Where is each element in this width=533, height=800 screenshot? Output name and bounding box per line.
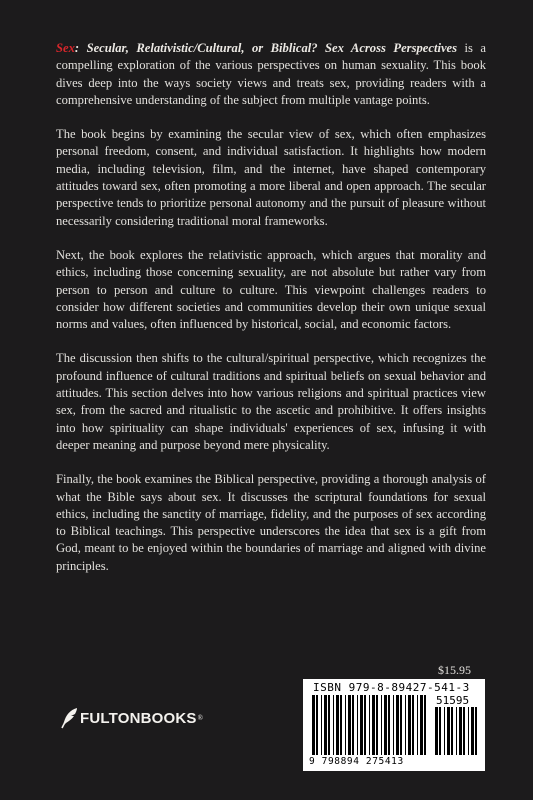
paragraph-secular: The book begins by examining the secular view of sex, which often emphasizes personal freedom, consent, and individual satisfaction. It highlights how modern media, including television, film, and the internet, have shaped contemporary attitudes toward sex, often promoting a more liberal and open approach. The secular perspective tends to prioritize personal autonomy and the pursuit of pleasure without necessarily considering traditional moral frameworks. [56, 127, 486, 228]
paragraph-biblical: Finally, the book examines the Biblical perspective, providing a thorough analysis of what the Bible says about sex. It discusses the scriptural foundations for sexual ethics, including the sanctity of marriage, fidelity, and the purposes of sex according to Biblical teachings. This perspective underscores the idea that sex is a gift from God, meant to be enjoyed within the boundaries of marriage and aligned with divine principles. [56, 472, 486, 573]
barcode-addon-digits: 51595 [436, 694, 470, 707]
paragraph-relativistic: Next, the book explores the relativistic approach, which argues that morality and ethics, including those concerning sexuality, are not absolute but rather vary from person to person and culture to culture. This viewpoint challenges readers to consider how different societies and communities develop their own unique sexual norms and values, often influenced by historical, social, and economic factors. [56, 247, 486, 332]
intro-paragraph [56, 40, 486, 109]
ean-digits: 9 798894 275413 [309, 756, 404, 767]
quill-pen-icon [60, 707, 80, 729]
isbn-barcode [303, 679, 485, 771]
registered-mark: ® [197, 714, 203, 722]
intro-text: is a compelling exploration of the various perspectives on human sexuality. This book dives deep into the ways society views and treats sex, providing readers with a comprehensive understanding of the subject from multiple vantage points. [56, 41, 486, 107]
paragraph-cultural: The discussion then shifts to the cultural/spiritual perspective, which recognizes the profound influence of cultural traditions and spiritual beliefs on sexual behavior and attitudes. This section delves into how various religions and spiritual practices view sex, from the sacred and ritualistic to the ascetic and prohibitive. It offers insights into how spirituality can shape individuals' experiences of sex, infusing it with deeper meaning and purpose beyond mere physicality. [56, 351, 486, 452]
price-label: $15.95 [438, 663, 471, 677]
book-title: : Secular, Relativistic/Cultural, or Biblical? Sex Across Perspectives [74, 41, 458, 55]
publisher-name: FULTONBOOKS [80, 709, 197, 727]
isbn-number: ISBN 979-8-89427-541-3 [313, 681, 470, 694]
title-accent: Sex [56, 41, 75, 55]
publisher-logo [60, 707, 203, 729]
book-description [56, 40, 486, 592]
